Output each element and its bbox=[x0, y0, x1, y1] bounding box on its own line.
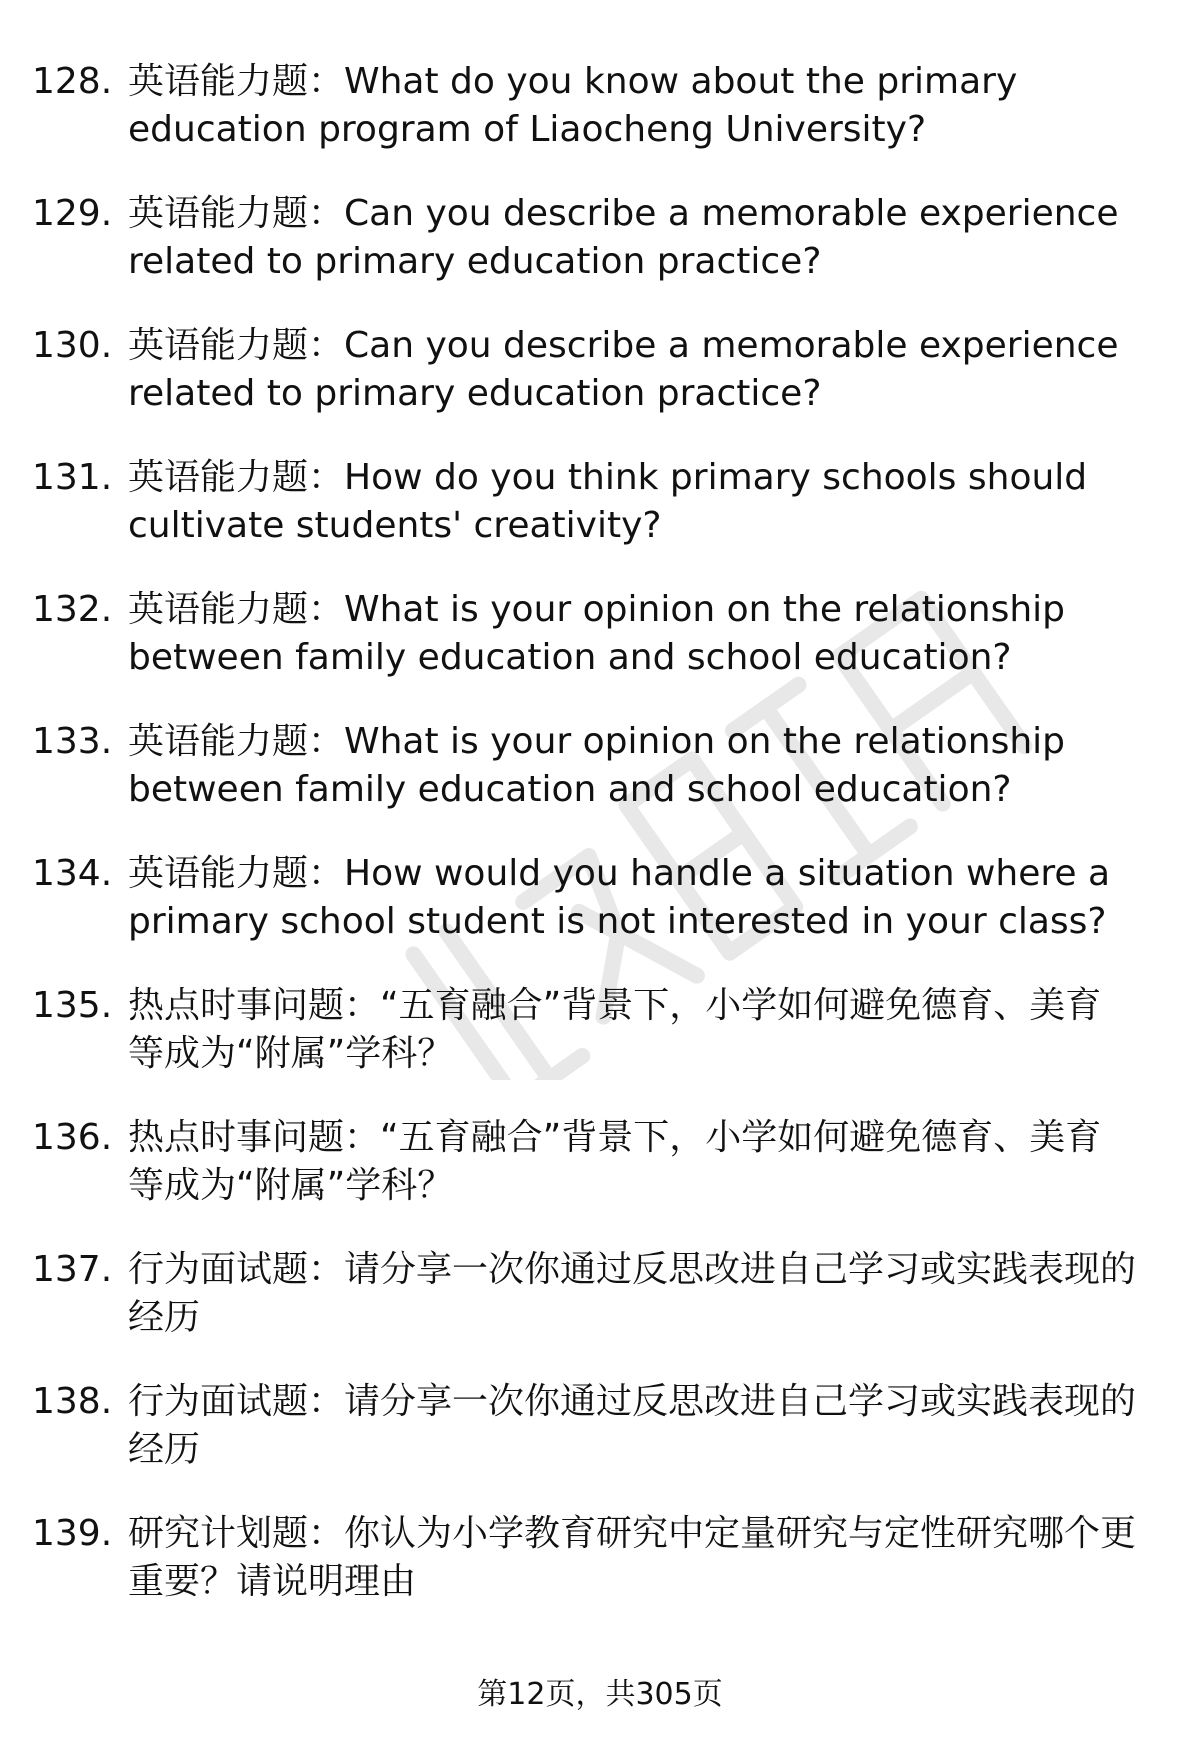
page-number-footer: 第12页，共305页 bbox=[477, 1677, 723, 1712]
question-text: 英语能力题：What is your opinion on the relationship between family education and school education? bbox=[128, 589, 1066, 678]
question-number: 131. bbox=[32, 457, 113, 498]
question-number: 135. bbox=[32, 985, 113, 1026]
question-text: 行为面试题：请分享一次你通过反思改进自己学习或实践表现的 经历 bbox=[128, 1381, 1137, 1470]
question-text: 行为面试题：请分享一次你通过反思改进自己学习或实践表现的 经历 bbox=[128, 1249, 1137, 1338]
question-number: 136. bbox=[32, 1117, 113, 1158]
question-text: 研究计划题：你认为小学教育研究中定量研究与定性研究哪个更 重要？请说明理由 bbox=[128, 1513, 1137, 1602]
question-text: 英语能力题：Can you describe a memorable experience related to primary education practice? bbox=[128, 325, 1119, 414]
question-number: 132. bbox=[32, 589, 113, 630]
question-item bbox=[0, 322, 1200, 454]
question-number: 130. bbox=[32, 325, 113, 366]
question-text: 热点时事问题：“五育融合”背景下，小学如何避免德育、美育 等成为“附属”学科？ bbox=[128, 1117, 1102, 1206]
question-item bbox=[0, 190, 1200, 322]
question-number: 139. bbox=[32, 1513, 113, 1554]
question-text: 英语能力题：How do you think primary schools should cultivate students' creativity? bbox=[128, 457, 1088, 546]
question-number: 138. bbox=[32, 1381, 113, 1422]
question-number: 134. bbox=[32, 853, 113, 894]
question-number: 128. bbox=[32, 61, 113, 102]
question-item bbox=[0, 1114, 1200, 1246]
question-item bbox=[0, 718, 1200, 850]
question-item bbox=[0, 58, 1200, 190]
question-text: 英语能力题：What is your opinion on the relationship between family education and school education? bbox=[128, 721, 1066, 810]
question-item bbox=[0, 1510, 1200, 1642]
question-item bbox=[0, 850, 1200, 982]
question-list bbox=[0, 58, 1200, 1642]
question-item bbox=[0, 586, 1200, 718]
question-item bbox=[0, 982, 1200, 1114]
question-number: 137. bbox=[32, 1249, 113, 1290]
question-number: 129. bbox=[32, 193, 113, 234]
question-item bbox=[0, 1246, 1200, 1378]
question-number: 133. bbox=[32, 721, 113, 762]
question-text: 英语能力题：How would you handle a situation where a primary school student is not interested in your class? bbox=[128, 853, 1111, 942]
question-item bbox=[0, 454, 1200, 586]
question-text: 英语能力题：What do you know about the primary education program of Liaocheng University? bbox=[128, 61, 1018, 150]
question-item bbox=[0, 1378, 1200, 1510]
question-text: 热点时事问题：“五育融合”背景下，小学如何避免德育、美育 等成为“附属”学科？ bbox=[128, 985, 1102, 1074]
question-text: 英语能力题：Can you describe a memorable experience related to primary education practice? bbox=[128, 193, 1119, 282]
